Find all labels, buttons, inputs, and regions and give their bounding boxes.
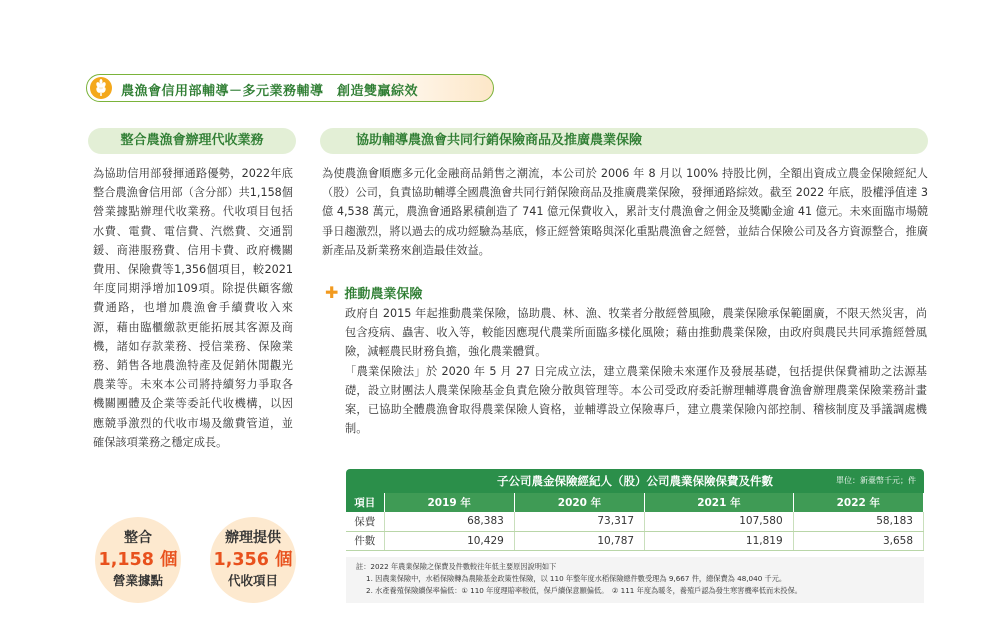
banner-title: 農漁會信用部輔導－多元業務輔導 創造雙贏綜效 [121,84,419,99]
row-label: 保費 [346,512,384,531]
table-cell: 58,183 [793,512,923,531]
sub-header-agri-insurance [325,283,422,302]
premium-table [346,469,924,603]
table-title: 子公司農金保險經紀人（股）公司農業保險保費及件數 [497,474,773,488]
table-cell: 107,580 [645,512,794,531]
agri-insurance-text [345,304,927,438]
stat-bubble-outlets [95,517,181,603]
wheat-icon [90,77,112,99]
table-cell: 68,383 [384,512,514,531]
left-body-text: 為協助信用部發揮通路優勢，2022年底整合農漁會信用部（含分部）共1,158個營業據點辦理代收業務。代收項目包括水費、電費、電信費、汽燃費、交通罰鍰、商港服務費、信用卡費、政府機關費用、保險費等1,356個項目，較2021年度同期淨增加109項。除提供顧客繳費通路，也增加農漁會手續費收入來源，藉由臨櫃繳款更能拓展其客源及商機，諸如存款業務、授信業務、保險業務、銷售各地農漁特產及促銷休閒觀光農業等。未來本公司將持續努力爭取各機關團體及企業等委託代收機構，以因應競爭激烈的代收市場及繳費管道，並確保該項業務之穩定成長。 [93,167,293,449]
column-header: 項目 [346,493,384,512]
note-line: 1. 因農業保險中，水稻保險轉為農險基金政策性保險，以 110 年整年度水稻保險總件數受理為 9,667 件，總保費為 48,040 千元。 [366,573,787,583]
note-line: 註：2022 年農業保險之保費及件數較往年低主要原因說明如下 [356,561,557,571]
bubble-value: 1,356 個 [213,550,293,570]
sub-header-label: 推動農業保險 [344,287,423,302]
bubble-value: 1,158 個 [98,550,178,570]
right-intro-text: 為使農漁會順應多元化金融商品銷售之潮流，本公司於 2006 年 8 月以 100% 持股比例，全額出資成立農金保險經紀人（股）公司，負責協助輔導全國農漁會共同行銷保險商品及推廣農業保險，發揮通路綜效。截至 2022 年底，股權淨值達 3 億 4,538 萬元，農漁會通路累積創造了 741 億元保費收入，累計支付農漁會之佣金及獎勵金逾 41 億元。未來面臨市場競爭日趨激烈，將以過去的成功經驗為基底，修正經營策略與深化重點農漁會之經營，並結合保險公司及各方資源整合，推廣新產品及新業務來創造最佳效益。 [322,167,928,257]
row-label: 件數 [346,531,384,550]
table-cell: 73,317 [514,512,644,531]
column-header: 2021 年 [645,493,794,512]
bubble-bottom-label: 代收項目 [227,573,278,588]
table-row [346,512,924,531]
table-cell: 10,429 [384,531,514,550]
table-cell: 3,658 [793,531,923,550]
right-section-header: 協助輔導農漁會共同行銷保險商品及推廣農業保險 [320,128,928,154]
stat-bubble-items [210,517,296,603]
note-line: 2. 水產養殖保險續保率偏低：① 110 年度理賠率較低，保戶續保意願偏低。 ② 111 年度為暖冬，養殖戶認為發生寒害機率低而未投保。 [366,585,802,595]
table-notes [346,557,924,603]
column-header: 2019 年 [384,493,514,512]
data-table [346,493,924,551]
table-cell: 10,787 [514,531,644,550]
table-row [346,531,924,550]
column-header: 2022 年 [793,493,923,512]
plus-icon: ✚ [325,283,339,302]
table-title-bar [346,469,924,493]
column-header: 2020 年 [514,493,644,512]
paragraph: 政府自 2015 年起推動農業保險，協助農、林、漁、牧業者分散經營風險，農業保險承保範圍廣，不限天然災害，尚包含疫病、蟲害、收入等，較能因應現代農業所面臨多樣化風險；藉由推動農業保險，由政府與農民共同承擔經營風險，減輕農民財務負擔，強化農業體質。 [345,307,927,359]
bubble-bottom-label: 營業據點 [112,573,163,588]
section-banner [86,74,494,102]
paragraph: 「農業保險法」於 2020 年 5 月 27 日完成立法，建立農業保險未來運作及發展基礎，包括提供保費補助之法源基礎，設立財團法人農業保險基金負責危險分散與管理等。本公司受政府委託辦理輔導農會漁會辦理農業保險業務計畫案，已協助全體農漁會取得農業保險人資格，並輔導設立保險專戶，建立農業保險內部控制、稽核制度及爭議調處機制。 [345,364,927,436]
table-header-row [346,493,924,512]
table-unit: 單位：新臺幣千元；件 [836,476,916,485]
left-section-header: 整合農漁會辦理代收業務 [88,128,296,154]
bubble-top-label: 辦理提供 [225,530,281,546]
bubble-top-label: 整合 [124,530,152,546]
table-cell: 11,819 [645,531,794,550]
